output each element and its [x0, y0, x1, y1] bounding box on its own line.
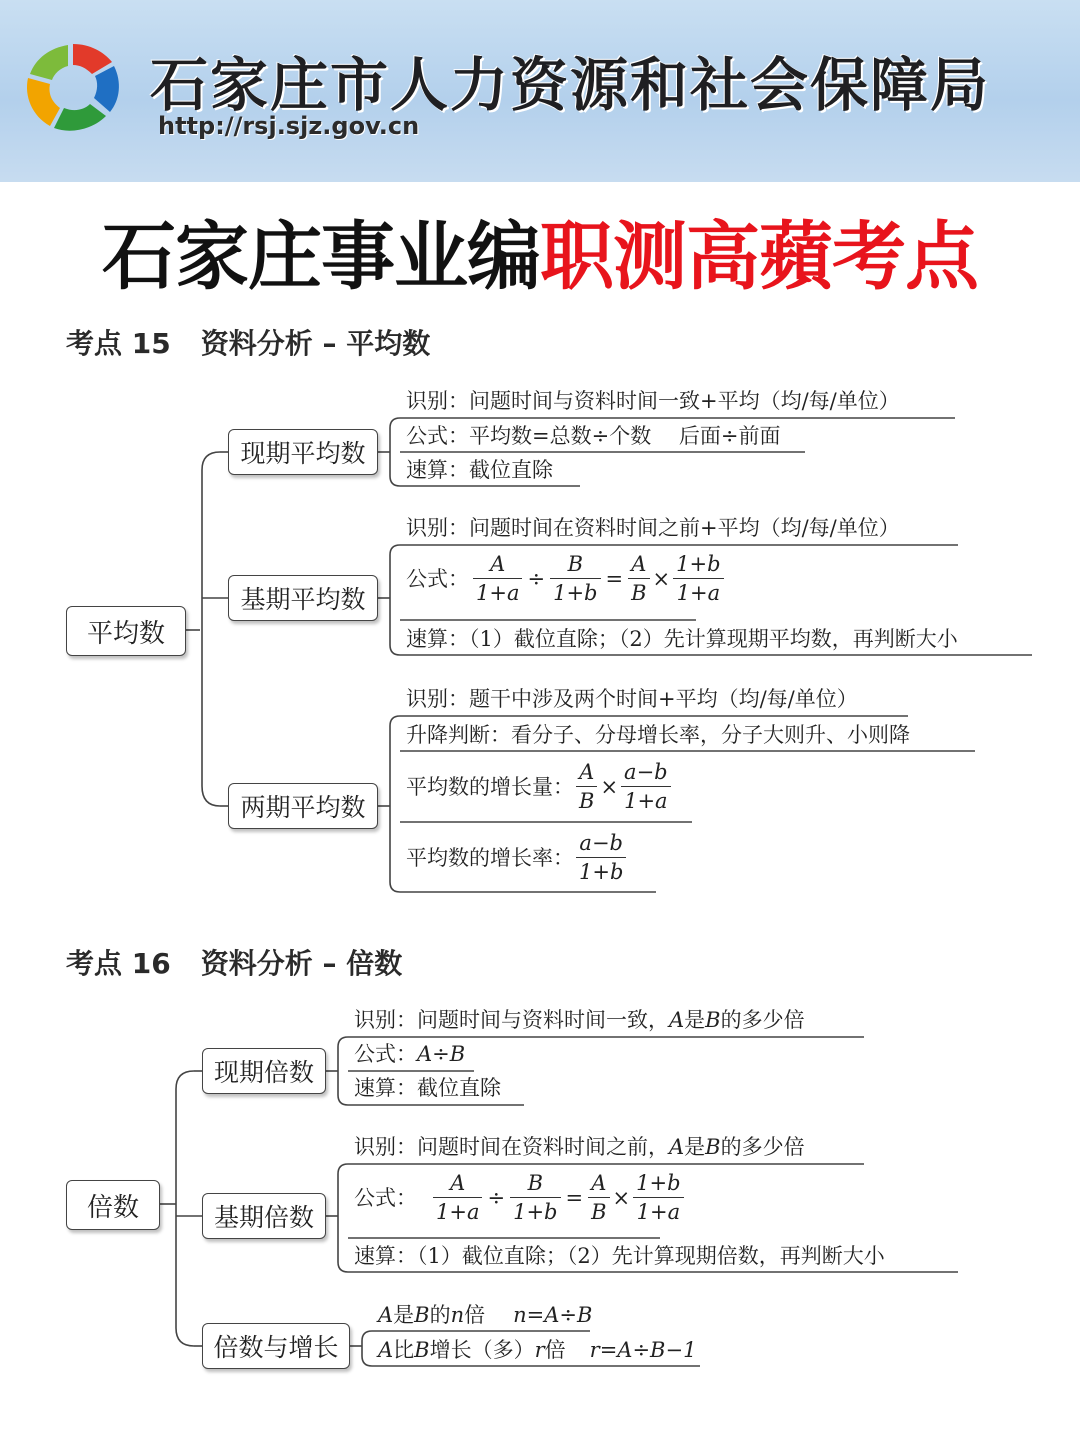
- equals-sign: =: [565, 1185, 584, 1210]
- fraction-amb-over-1pb: $\frac{a-b}{1+b}$: [576, 833, 626, 883]
- s15-b1-quick-calc: 速算：截位直除: [406, 458, 553, 482]
- section-16-number: 考点 16: [66, 947, 171, 980]
- node-current-multiple: 现期倍数: [202, 1048, 326, 1094]
- fraction-a-over-1pa: $\frac{A}{1+a}$: [433, 1173, 482, 1223]
- s16-b3-multiple-def: A是B的n倍 n=A÷B: [378, 1303, 593, 1327]
- s15-b3-identify: 识别：题干中涉及两个时间+平均（均/每/单位）: [406, 687, 858, 711]
- node-current-average: 现期平均数: [228, 429, 378, 475]
- s16-b1-identify: 识别：问题时间与资料时间一致，A是B的多少倍: [354, 1008, 805, 1032]
- node-average-root: 平均数: [66, 606, 186, 656]
- node-base-multiple: 基期倍数: [202, 1193, 326, 1239]
- fraction-b-over-1pb: $\frac{B}{1+b}$: [510, 1173, 560, 1223]
- equals-sign: =: [605, 566, 624, 591]
- s15-b3-growth-rate: [406, 833, 628, 883]
- s16-b3-growth-def: A比B增长（多）r倍 r=A÷B−1: [378, 1338, 697, 1362]
- node-two-period-average: 两期平均数: [228, 783, 378, 829]
- fraction-amb-over-1pa: $\frac{a-b}{1+a}$: [621, 762, 671, 812]
- formula-prefix: 公式：: [354, 1185, 417, 1210]
- times-sign: ×: [612, 1185, 631, 1210]
- times-sign: ×: [600, 774, 619, 799]
- org-name: 石家庄市人力资源和社会保障局: [150, 51, 991, 119]
- times-sign: ×: [652, 566, 671, 591]
- growth-rate-label: 平均数的增长率：: [406, 845, 574, 870]
- fraction-1pb-over-1pa: $\frac{1+b}{1+a}$: [633, 1173, 683, 1223]
- s15-b2-quick-calc: 速算：（1）截位直除；（2）先计算现期平均数，再判断大小: [406, 627, 958, 651]
- fraction-1pb-over-1pa: $\frac{1+b}{1+a}$: [673, 554, 723, 604]
- node-multiple-root: 倍数: [66, 1180, 160, 1230]
- node-multiple-and-growth: 倍数与增长: [202, 1323, 350, 1369]
- divide-sign: ÷: [487, 1185, 506, 1210]
- fraction-a-over-b: $\frac{A}{B}$: [588, 1173, 609, 1223]
- fraction-a-over-b: $\frac{A}{B}$: [628, 554, 649, 604]
- title-red-part: 职测高蘋考点: [540, 214, 978, 300]
- s16-b2-formula: [354, 1173, 686, 1223]
- s16-b2-quick-calc: 速算：（1）截位直除；（2）先计算现期倍数，再判断大小: [354, 1244, 885, 1268]
- s15-b1-formula: 公式：平均数=总数÷个数 后面÷前面: [406, 424, 781, 448]
- s15-b2-identify: 识别：问题时间在资料时间之前+平均（均/每/单位）: [406, 516, 900, 540]
- s16-b1-formula: 公式：A÷B: [354, 1042, 466, 1066]
- section-16-text: 资料分析 – 倍数: [200, 947, 403, 980]
- s15-b3-trend: 升降判断：看分子、分母增长率，分子大则升、小则降: [406, 723, 910, 747]
- s15-b2-formula: [406, 554, 726, 604]
- formula-prefix: 公式：: [406, 566, 469, 591]
- org-url[interactable]: http://rsj.sjz.gov.cn: [158, 112, 420, 140]
- s16-b1-quick-calc: 速算：截位直除: [354, 1076, 501, 1100]
- title-black-part: 石家庄事业编: [102, 214, 540, 300]
- fraction-a-over-1pa: $\frac{A}{1+a}$: [473, 554, 522, 604]
- node-base-average: 基期平均数: [228, 575, 378, 621]
- fraction-b-over-1pb: $\frac{B}{1+b}$: [550, 554, 600, 604]
- s16-b2-identify: 识别：问题时间在资料时间之前，A是B的多少倍: [354, 1135, 805, 1159]
- section-15-number: 考点 15: [66, 327, 171, 360]
- section-15-text: 资料分析 – 平均数: [200, 327, 431, 360]
- growth-amount-label: 平均数的增长量：: [406, 774, 574, 799]
- s15-b3-growth-amount: [406, 762, 673, 812]
- divide-sign: ÷: [527, 566, 546, 591]
- s15-b1-identify: 识别：问题时间与资料时间一致+平均（均/每/单位）: [406, 389, 900, 413]
- fraction-a-over-b: $\frac{A}{B}$: [576, 762, 597, 812]
- section-16-title: [66, 942, 402, 982]
